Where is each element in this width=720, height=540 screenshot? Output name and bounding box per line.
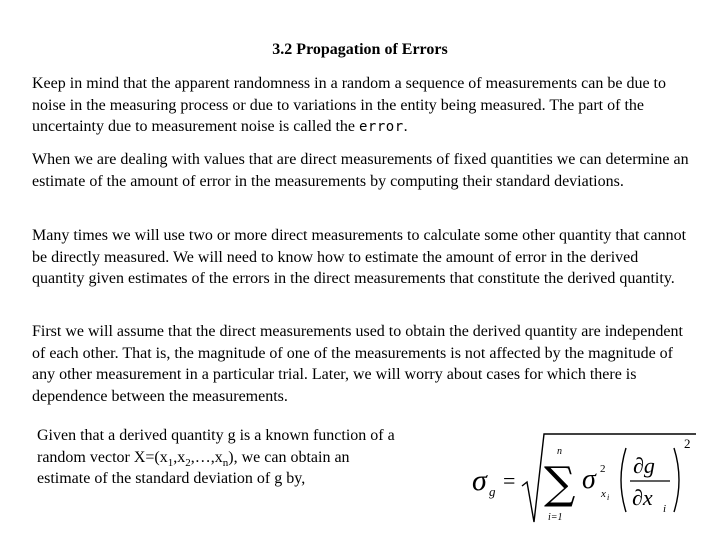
subscript-1: 1 (167, 456, 174, 469)
paragraph-text: Keep in mind that the apparent randomness in a random a sequence of measurements can be due to noise in the measuring process or due to variations in the entity being measured. The part of the uncertainty due to measurement noise is called the (32, 75, 666, 135)
paragraph-direct-measurements: When we are dealing with values that are direct measurements of fixed quantities we can determine an estimate of the amount of error in the measurements by computing their standard deviations. (32, 151, 689, 190)
error-term: error (359, 119, 404, 135)
formula-left-paren (621, 448, 626, 512)
paragraph-randomness (32, 73, 692, 139)
given-line-2-comma: ,x (173, 448, 186, 466)
formula-sub-x: x (601, 488, 606, 500)
paragraph-derived-quantity: Many times we will use two or more direct measurements to calculate some other quantity that cannot be directly measured. We will need to know how to estimate the amount of error in the derived quantity given estimates of the errors in the direct measurements that constitute the derived quantity. (32, 227, 687, 287)
subscript-2: 2 (185, 456, 191, 469)
formula-partial-denominator-i: i (663, 503, 667, 515)
error-propagation-formula (470, 428, 700, 532)
formula-sum-upper: n (557, 446, 562, 457)
formula-sub-g: g (489, 484, 496, 499)
formula-partial-denominator: ∂x (632, 485, 653, 510)
paragraph-given-function (37, 425, 457, 490)
formula-right-paren (674, 448, 679, 512)
formula-sub-x-i: i (607, 493, 610, 502)
paragraph-independence: First we will assume that the direct measurements used to obtain the derived quantity are independent of each other. That is, the magnitude of one of the measurements is not affected by the magnitude of any other measurement in a particular trial. Later, we will worry about cases for which there is dependence between the measurements. (32, 323, 683, 405)
formula-sigma-rhs: σ (582, 464, 596, 495)
formula-sum-symbol: ∑ (544, 458, 576, 509)
given-line-2-suffix: ), we can obtain an (228, 448, 350, 466)
given-line-2-prefix: random vector X=(x (37, 448, 168, 466)
page-title: 3.2 Propagation of Errors (272, 41, 448, 58)
subscript-n: n (222, 456, 229, 469)
formula-exponent-inner: 2 (600, 463, 606, 475)
formula-sigma-lhs: σ (472, 464, 487, 497)
paragraph-text-end: . (403, 118, 408, 135)
given-line-2-ellipsis: ,…,x (190, 448, 223, 466)
formula-partial-numerator: ∂g (633, 453, 655, 478)
given-line-3: estimate of the standard deviation of g by, (37, 470, 306, 487)
formula-equals: = (503, 468, 516, 493)
formula-exponent-outer: 2 (684, 436, 691, 451)
given-line-1: Given that a derived quantity g is a known function of a (37, 427, 395, 444)
formula-sum-lower: i=1 (548, 512, 563, 523)
